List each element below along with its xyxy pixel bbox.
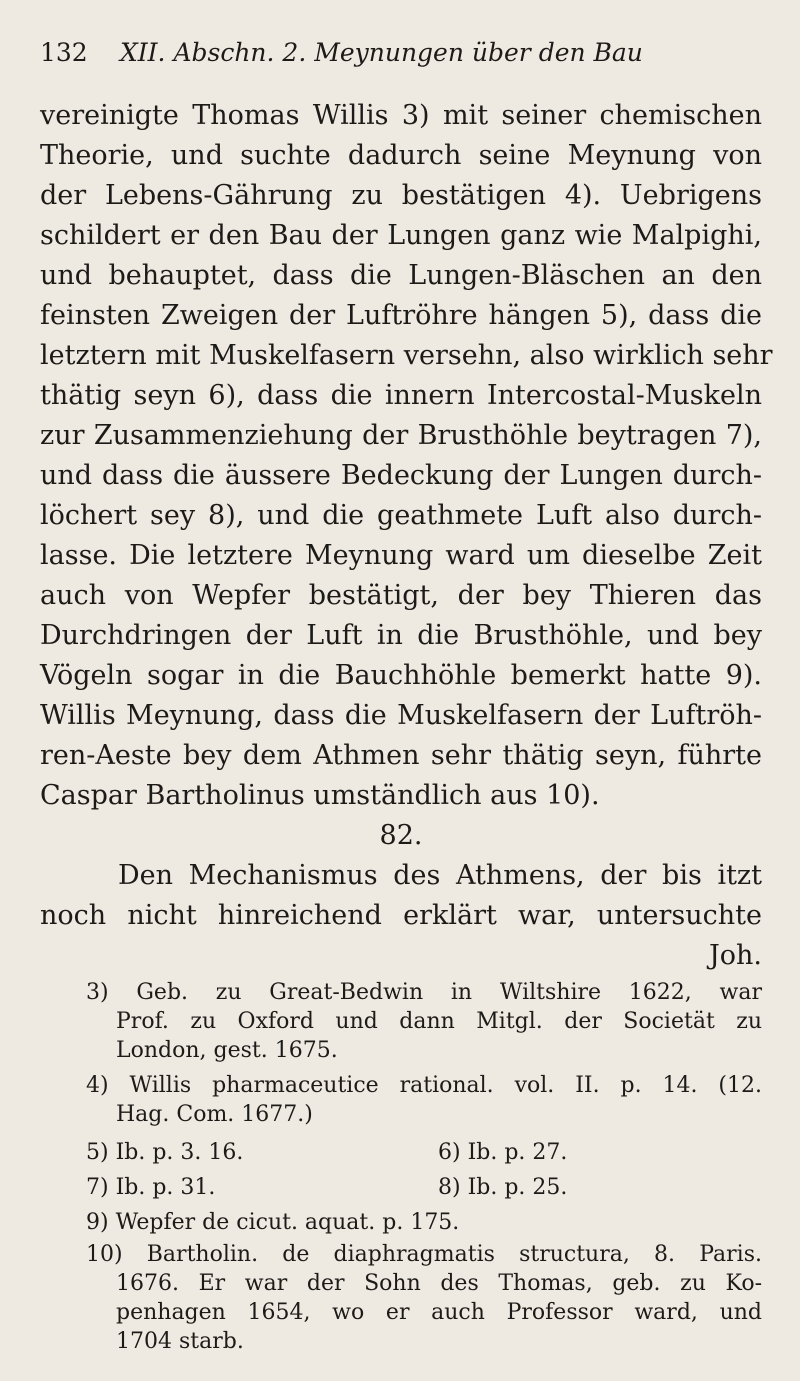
- text-line: lasse. Die letztere Meynung ward um dieselbe Zeit: [40, 540, 762, 571]
- footnote-9-text: 9) Wepfer de cicut. aquat. p. 175.: [86, 1210, 460, 1235]
- footnote-5: 5) Ib. p. 3. 16.: [86, 1140, 244, 1165]
- footnote-pair-7-8: [86, 1170, 762, 1205]
- footnote-pair-5-6: [86, 1135, 762, 1170]
- text-line: Theorie, und suchte dadurch seine Meynung von: [40, 140, 762, 171]
- footnote-10: [86, 1240, 762, 1356]
- text-line: auch von Wepfer bestätigt, der bey Thieren das: [40, 580, 762, 611]
- text-line: zur Zusammenziehung der Brusthöhle beytragen 7),: [40, 420, 762, 451]
- page-number: 132: [40, 38, 88, 67]
- footnote-9: [86, 1205, 762, 1240]
- text-line: letztern mit Muskelfasern versehn, also wirklich sehr: [40, 340, 773, 371]
- text-line: der Lebens-Gährung zu bestätigen 4). Uebrigens: [40, 180, 762, 211]
- text-line: Caspar Bartholinus umständlich aus 10).: [40, 780, 600, 811]
- footnote-line: 4) Willis pharmaceutice rational. vol. II. p. 14. (12.: [86, 1073, 762, 1098]
- running-header: [40, 38, 760, 78]
- text-line: Willis Meynung, dass die Muskelfasern der Luftröh-: [40, 700, 762, 731]
- footnote-line: penhagen 1654, wo er auch Professor ward, und: [116, 1300, 762, 1325]
- text-line: feinsten Zweigen der Luftröhre hängen 5), dass die: [40, 300, 762, 331]
- text-line: und behauptet, dass die Lungen-Bläschen an den: [40, 260, 762, 291]
- text-line: schildert er den Bau der Lungen ganz wie Malpighi,: [40, 220, 762, 251]
- text-line: vereinigte Thomas Willis 3) mit seiner chemischen: [40, 100, 762, 131]
- footnote-4: [86, 1071, 762, 1129]
- text-line: löchert sey 8), und die geathmete Luft also durch-: [40, 500, 762, 531]
- footnote-3: [86, 978, 762, 1065]
- main-text: [40, 96, 773, 976]
- footnote-line: 10) Bartholin. de diaphragmatis structura, 8. Paris.: [86, 1242, 762, 1267]
- footnote-7: 7) Ib. p. 31.: [86, 1175, 216, 1200]
- footnote-8: 8) Ib. p. 25.: [438, 1175, 568, 1200]
- footnote-line: London, gest. 1675.: [116, 1038, 338, 1063]
- section-number: 82.: [379, 820, 423, 851]
- footnote-line: Prof. zu Oxford und dann Mitgl. der Societät zu: [116, 1009, 762, 1034]
- footnote-line: 1676. Er war der Sohn des Thomas, geb. zu Ko-: [116, 1271, 762, 1296]
- footnote-line: 3) Geb. zu Great-Bedwin in Wiltshire 1622, war: [86, 980, 762, 1005]
- text-line: Vögeln sogar in die Bauchhöhle bemerkt hatte 9).: [40, 660, 762, 691]
- footnote-line: 1704 starb.: [116, 1329, 244, 1354]
- text-line: noch nicht hinreichend erklärt war, untersuchte: [40, 900, 762, 931]
- text-line: und dass die äussere Bedeckung der Lungen durch-: [40, 460, 762, 491]
- footnote-6: 6) Ib. p. 27.: [438, 1140, 568, 1165]
- text-line: Durchdringen der Luft in die Brusthöhle, und bey: [40, 620, 762, 651]
- catchword: Joh.: [708, 940, 762, 971]
- running-title: XII. Abschn. 2. Meynungen über den Bau: [120, 38, 643, 67]
- footnotes: [86, 978, 762, 1362]
- text-line: ren-Aeste bey dem Athmen sehr thätig seyn, führte: [40, 740, 762, 771]
- text-line: Den Mechanismus des Athmens, der bis itzt: [118, 860, 762, 891]
- footnote-line: Hag. Com. 1677.): [116, 1102, 313, 1127]
- text-line: thätig seyn 6), dass die innern Intercostal-Muskeln: [40, 380, 762, 411]
